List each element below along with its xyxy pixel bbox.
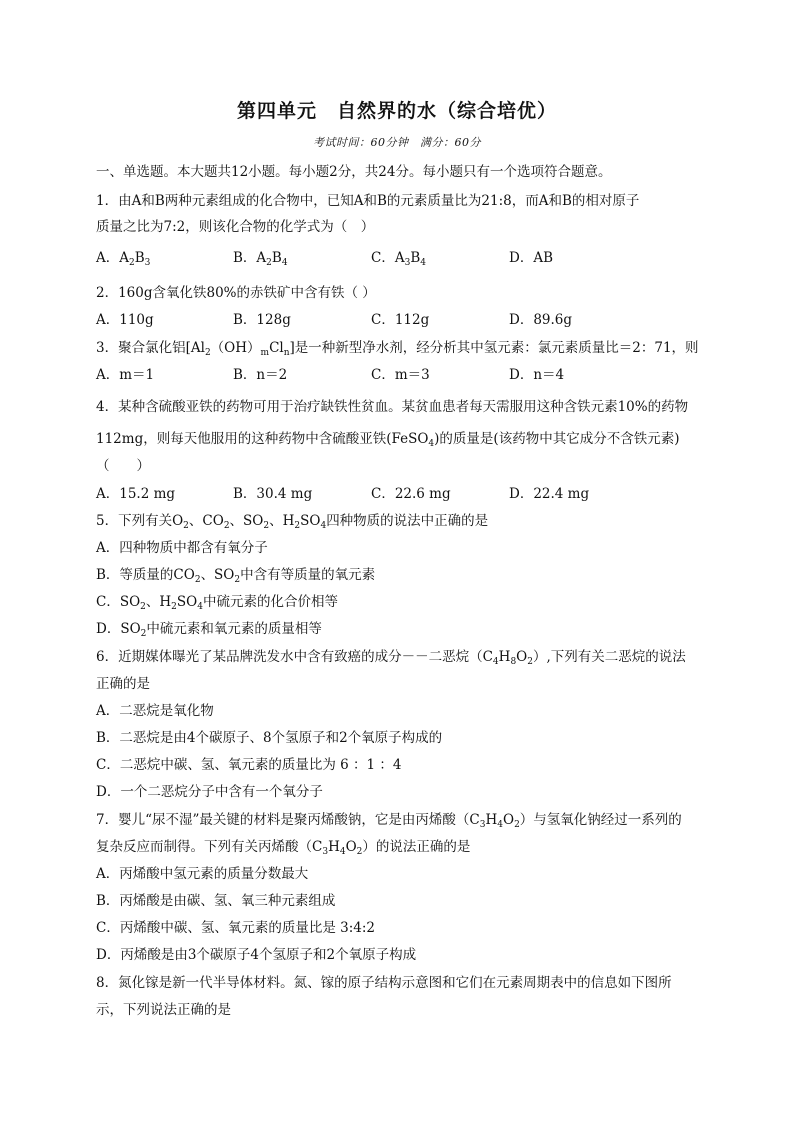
section-heading: 一、单选题。本大题共12小题。每小题2分，共24分。每小题只有一个选项符合题意。 <box>96 164 612 180</box>
question-1-option-d: D．AB <box>509 250 553 266</box>
question-7-option-b: B．丙烯酸是由碳、氢、氧三种元素组成 <box>96 893 336 909</box>
question-7-option-a: A．丙烯酸中氢元素的质量分数最大 <box>96 866 309 882</box>
question-2-option-a: A．110g <box>96 312 154 328</box>
question-7-option-c: C．丙烯酸中碳、氢、氧元素的质量比是 3:4:2 <box>96 920 375 936</box>
question-1-option-c: C．$A_3B_4$ <box>371 250 426 268</box>
question-6-line-1: 6．近期媒体曝光了某品牌洗发水中含有致癌的成分－－二恶烷$(C_4H_8O_2)$,下列有关二恶烷的说法 <box>96 649 686 667</box>
question-7-line-2: 复杂反应而制得。下列有关丙烯酸$(C_3H_4O_2)$的说法正确的是 <box>96 839 471 857</box>
question-6-option-a: A．二恶烷是氧化物 <box>96 703 214 719</box>
question-7-line-1: 7．婴儿“尿不湿”最关键的材料是聚丙烯酸钠，它是由丙烯酸$(C_3H_4O_2)$与氢氧化钠经过一系列的 <box>96 812 682 830</box>
question-8-line-2: 示，下列说法正确的是 <box>96 1002 231 1018</box>
question-3-option-d: D．n＝4 <box>509 367 565 383</box>
page-title: 第四单元 自然界的水（综合培优） <box>236 100 557 122</box>
question-4-option-a: A．15.2 mg <box>96 486 176 502</box>
question-1-option-b: B．$A_2B_4$ <box>233 250 288 268</box>
question-5-option-d: D．$SO_2$中硫元素和氧元素的质量相等 <box>96 621 322 639</box>
question-4-option-d: D．22.4 mg <box>509 486 590 502</box>
question-7-option-d: D．丙烯酸是由3个碳原子4个氢原子和2个氧原子构成 <box>96 947 417 963</box>
question-3-option-c: C．m＝3 <box>371 367 430 383</box>
question-4-option-c: C．22.6 mg <box>371 486 451 502</box>
question-8-line-1: 8．氮化镓是新一代半导体材料。氮、镓的原子结构示意图和它们在元素周期表中的信息如下图所 <box>96 975 672 991</box>
question-2-option-b: B．128g <box>233 312 291 328</box>
exam-meta: 考试时间：60分钟 满分：60分 <box>313 136 481 149</box>
question-6-option-c: C．二恶烷中碳、氢、氧元素的质量比为 6 ：1 ：4 <box>96 757 402 773</box>
question-1-option-a: A．$A_2B_3$ <box>96 250 151 268</box>
question-1-line-2: 质量之比为7:2，则该化合物的化学式为（ ） <box>96 219 375 235</box>
question-5-option-c: C．$SO_2$、$H_2SO_4$中硫元素的化合价相等 <box>96 594 338 612</box>
question-3-option-b: B．n＝2 <box>233 367 288 383</box>
question-6-option-d: D．一个二恶烷分子中含有一个氧分子 <box>96 784 323 800</box>
question-4-line-2: 112mg，则每天他服用的这种药物中含硫酸亚铁(FeSO$_4$)的质量是(该药物中其它成分不含铁元素) <box>96 431 680 449</box>
question-6-option-b: B．二恶烷是由4个碳原子、8个氢原子和2个氧原子构成的 <box>96 730 443 746</box>
question-3-line-1: 3．聚合氯化铝$[Al_2(OH)_mCl_n]$是一种新型净水剂，经分析其中氢元素：氯元素质量比＝2：71，则 <box>96 340 699 358</box>
question-5-option-a: A．四种物质中都含有氧分子 <box>96 540 268 556</box>
question-2-line-1: 2．160g含氧化铁80%的赤铁矿中含有铁（ ） <box>96 285 376 301</box>
question-6-line-2: 正确的是 <box>96 676 150 692</box>
question-1-line-1: 1．由A和B两种元素组成的化合物中，已知A和B的元素质量比为21:8，而A和B的相对原子 <box>96 193 640 209</box>
question-2-option-d: D．89.6g <box>509 312 573 328</box>
question-3-option-a: A．m＝1 <box>96 367 155 383</box>
question-5-option-b: B．等质量的$CO_2$、$SO_2$中含有等质量的氧元素 <box>96 567 376 585</box>
question-4-line-3: （ ） <box>96 458 150 474</box>
question-2-option-c: C．112g <box>371 312 430 328</box>
question-4-option-b: B．30.4 mg <box>233 486 313 502</box>
question-5-stem: 5．下列有关$O_2$、$CO_2$、$SO_2$、$H_2SO_4$四种物质的说法中正确的是 <box>96 513 489 531</box>
question-4-line-1: 4．某种含硫酸亚铁的药物可用于治疗缺铁性贫血。某贫血患者每天需服用这种含铁元素10%的药物 <box>96 399 689 415</box>
